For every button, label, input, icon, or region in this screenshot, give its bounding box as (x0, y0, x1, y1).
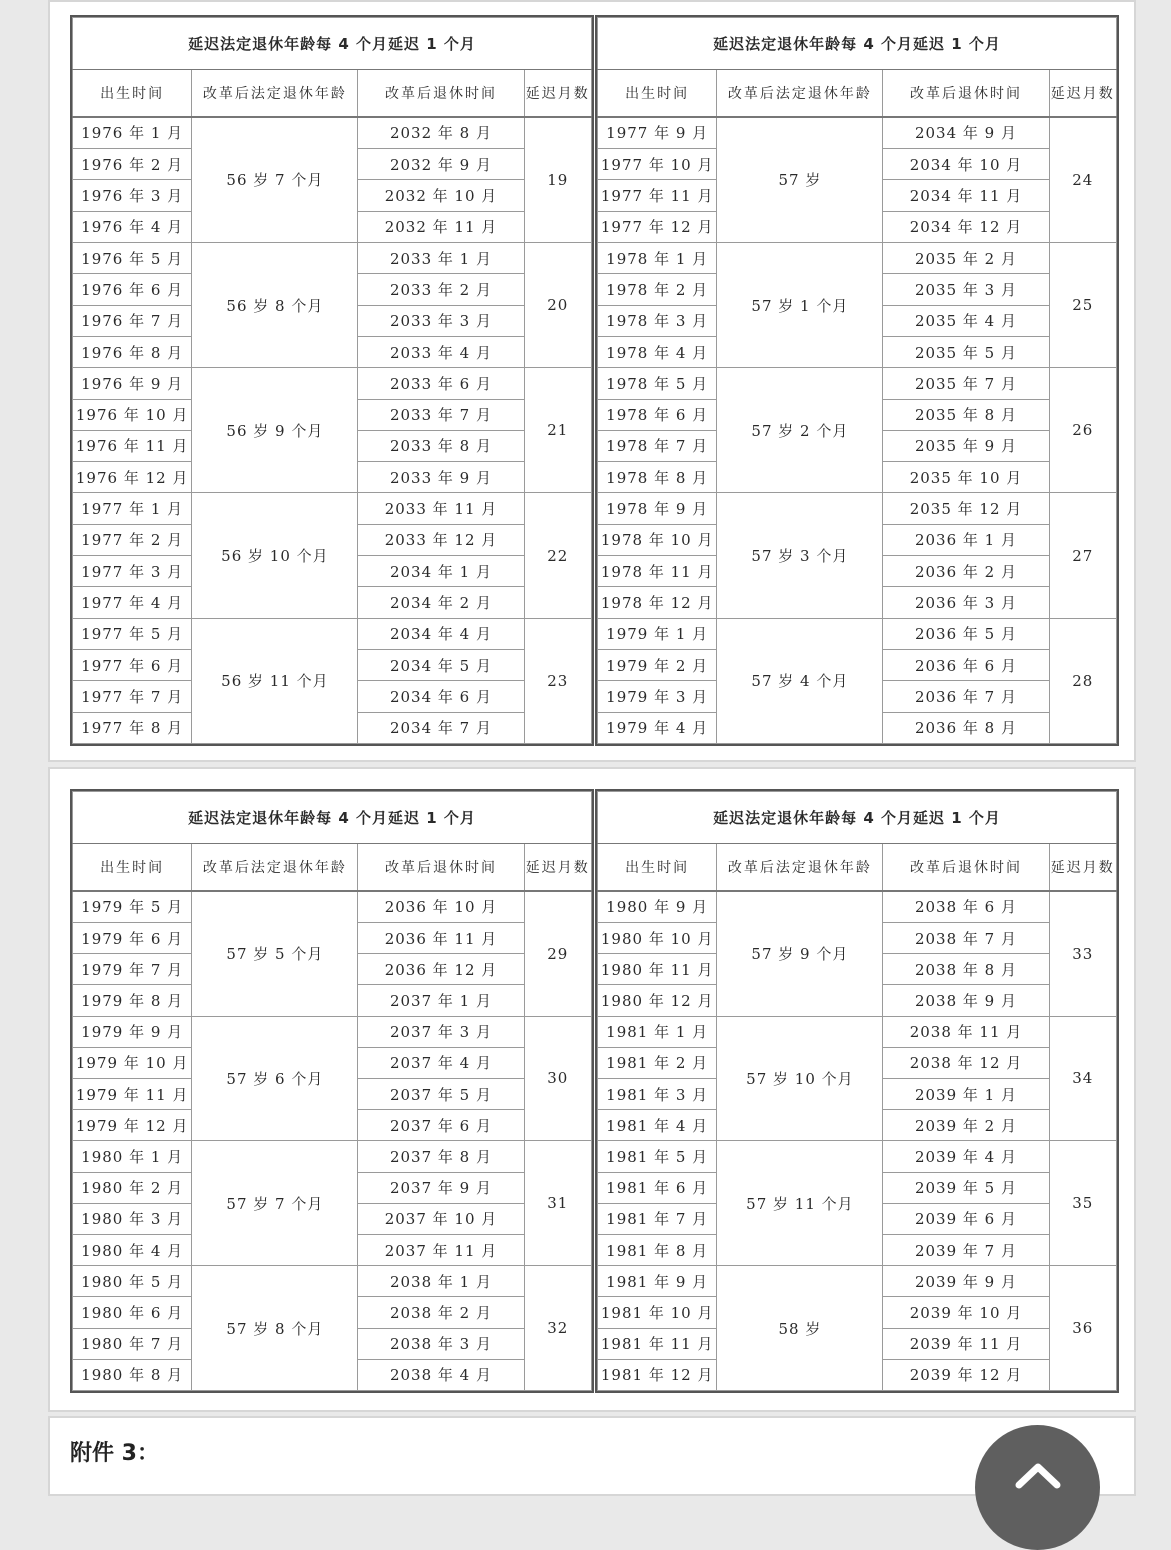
retirement-month-cell: 2038 年 1 月 (358, 1266, 524, 1297)
birth-month-cell: 1981 年 6 月 (598, 1172, 717, 1203)
delay-months-cell: 36 (1049, 1266, 1116, 1391)
birth-month-cell: 1979 年 3 月 (598, 681, 717, 712)
birth-month-cell: 1979 年 9 月 (73, 1016, 192, 1047)
retirement-month-cell: 2039 年 4 月 (883, 1141, 1049, 1172)
retirement-table-2 (595, 15, 1119, 746)
retirement-month-cell: 2037 年 1 月 (358, 985, 524, 1016)
retirement-age-cell: 56 岁 7 个月 (192, 117, 358, 243)
birth-month-cell: 1976 年 2 月 (73, 149, 192, 180)
retirement-month-cell: 2033 年 4 月 (358, 336, 524, 367)
birth-month-cell: 1976 年 1 月 (73, 117, 192, 149)
retirement-month-cell: 2037 年 5 月 (358, 1078, 524, 1109)
retirement-month-cell: 2037 年 3 月 (358, 1016, 524, 1047)
birth-month-cell: 1980 年 8 月 (73, 1359, 192, 1390)
retirement-age-cell: 56 岁 10 个月 (192, 493, 358, 618)
retirement-month-cell: 2037 年 6 月 (358, 1110, 524, 1141)
column-header: 改革后退休时间 (358, 844, 524, 891)
birth-month-cell: 1976 年 11 月 (73, 430, 192, 461)
birth-month-cell: 1977 年 2 月 (73, 524, 192, 555)
retirement-age-cell: 57 岁 1 个月 (717, 242, 883, 367)
retirement-month-cell: 2037 年 9 月 (358, 1172, 524, 1203)
retirement-age-cell: 56 岁 9 个月 (192, 368, 358, 493)
retirement-table-4 (595, 789, 1119, 1393)
retirement-month-cell: 2035 年 12 月 (883, 493, 1049, 524)
birth-month-cell: 1981 年 9 月 (598, 1266, 717, 1297)
retirement-month-cell: 2038 年 4 月 (358, 1359, 524, 1390)
retirement-month-cell: 2032 年 11 月 (358, 211, 524, 242)
birth-month-cell: 1980 年 7 月 (73, 1328, 192, 1359)
retirement-month-cell: 2036 年 3 月 (883, 587, 1049, 618)
birth-month-cell: 1980 年 2 月 (73, 1172, 192, 1203)
table-row (598, 493, 1117, 524)
column-header: 改革后法定退休年龄 (192, 70, 358, 117)
birth-month-cell: 1978 年 7 月 (598, 430, 717, 461)
retirement-month-cell: 2039 年 5 月 (883, 1172, 1049, 1203)
delay-months-cell: 33 (1049, 891, 1116, 1017)
retirement-month-cell: 2034 年 6 月 (358, 681, 524, 712)
retirement-month-cell: 2034 年 7 月 (358, 712, 524, 743)
column-header: 延迟月数 (524, 844, 591, 891)
retirement-month-cell: 2038 年 8 月 (883, 954, 1049, 985)
retirement-month-cell: 2039 年 9 月 (883, 1266, 1049, 1297)
retirement-month-cell: 2039 年 6 月 (883, 1203, 1049, 1234)
column-header: 改革后退休时间 (883, 844, 1049, 891)
column-header: 延迟月数 (1049, 844, 1116, 891)
birth-month-cell: 1977 年 5 月 (73, 618, 192, 649)
retirement-month-cell: 2036 年 1 月 (883, 524, 1049, 555)
delay-months-cell: 24 (1049, 117, 1116, 243)
retirement-month-cell: 2036 年 8 月 (883, 712, 1049, 743)
retirement-age-cell: 57 岁 2 个月 (717, 368, 883, 493)
retirement-month-cell: 2035 年 8 月 (883, 399, 1049, 430)
retirement-month-cell: 2035 年 9 月 (883, 430, 1049, 461)
table-row (598, 891, 1117, 923)
column-header: 延迟月数 (1049, 70, 1116, 117)
table-row (598, 1266, 1117, 1297)
table-row (73, 618, 592, 649)
retirement-month-cell: 2034 年 1 月 (358, 556, 524, 587)
retirement-age-table (72, 17, 592, 744)
birth-month-cell: 1977 年 11 月 (598, 180, 717, 211)
birth-month-cell: 1979 年 10 月 (73, 1047, 192, 1078)
birth-month-cell: 1977 年 1 月 (73, 493, 192, 524)
delay-months-cell: 29 (524, 891, 591, 1017)
birth-month-cell: 1980 年 5 月 (73, 1266, 192, 1297)
birth-month-cell: 1976 年 5 月 (73, 242, 192, 273)
retirement-month-cell: 2033 年 12 月 (358, 524, 524, 555)
delay-months-cell: 22 (524, 493, 591, 618)
retirement-age-table (597, 791, 1117, 1391)
birth-month-cell: 1976 年 4 月 (73, 211, 192, 242)
table-row (598, 618, 1117, 649)
birth-month-cell: 1980 年 11 月 (598, 954, 717, 985)
table-title: 延迟法定退休年龄每 4 个月延迟 1 个月 (73, 792, 592, 844)
retirement-month-cell: 2032 年 9 月 (358, 149, 524, 180)
birth-month-cell: 1979 年 5 月 (73, 891, 192, 923)
birth-month-cell: 1978 年 6 月 (598, 399, 717, 430)
birth-month-cell: 1977 年 9 月 (598, 117, 717, 149)
birth-month-cell: 1980 年 3 月 (73, 1203, 192, 1234)
retirement-month-cell: 2037 年 8 月 (358, 1141, 524, 1172)
birth-month-cell: 1981 年 1 月 (598, 1016, 717, 1047)
retirement-month-cell: 2034 年 2 月 (358, 587, 524, 618)
retirement-month-cell: 2034 年 10 月 (883, 149, 1049, 180)
delay-months-cell: 28 (1049, 618, 1116, 743)
birth-month-cell: 1980 年 6 月 (73, 1297, 192, 1328)
retirement-age-cell: 56 岁 8 个月 (192, 242, 358, 367)
retirement-age-cell: 57 岁 8 个月 (192, 1266, 358, 1391)
retirement-month-cell: 2039 年 1 月 (883, 1078, 1049, 1109)
table-title: 延迟法定退休年龄每 4 个月延迟 1 个月 (598, 792, 1117, 844)
birth-month-cell: 1978 年 8 月 (598, 462, 717, 493)
retirement-age-cell: 57 岁 11 个月 (717, 1141, 883, 1266)
retirement-month-cell: 2035 年 10 月 (883, 462, 1049, 493)
birth-month-cell: 1978 年 9 月 (598, 493, 717, 524)
delay-months-cell: 23 (524, 618, 591, 743)
retirement-month-cell: 2038 年 7 月 (883, 922, 1049, 953)
retirement-age-cell: 57 岁 7 个月 (192, 1141, 358, 1266)
birth-month-cell: 1976 年 12 月 (73, 462, 192, 493)
table-row (598, 1141, 1117, 1172)
delay-months-cell: 35 (1049, 1141, 1116, 1266)
table-row (73, 1266, 592, 1297)
retirement-month-cell: 2038 年 6 月 (883, 891, 1049, 923)
retirement-table-1 (70, 15, 594, 746)
retirement-month-cell: 2036 年 10 月 (358, 891, 524, 923)
column-header: 改革后法定退休年龄 (192, 844, 358, 891)
retirement-month-cell: 2034 年 4 月 (358, 618, 524, 649)
table-row (73, 891, 592, 923)
delay-months-cell: 34 (1049, 1016, 1116, 1141)
birth-month-cell: 1976 年 9 月 (73, 368, 192, 399)
retirement-month-cell: 2038 年 2 月 (358, 1297, 524, 1328)
birth-month-cell: 1977 年 12 月 (598, 211, 717, 242)
birth-month-cell: 1977 年 4 月 (73, 587, 192, 618)
retirement-month-cell: 2034 年 11 月 (883, 180, 1049, 211)
retirement-month-cell: 2036 年 5 月 (883, 618, 1049, 649)
delay-months-cell: 32 (524, 1266, 591, 1391)
column-header: 出生时间 (598, 70, 717, 117)
retirement-month-cell: 2033 年 9 月 (358, 462, 524, 493)
birth-month-cell: 1978 年 10 月 (598, 524, 717, 555)
birth-month-cell: 1976 年 6 月 (73, 274, 192, 305)
retirement-age-cell: 57 岁 4 个月 (717, 618, 883, 743)
scroll-to-top-button[interactable] (975, 1425, 1100, 1550)
birth-month-cell: 1976 年 3 月 (73, 180, 192, 211)
table-title: 延迟法定退休年龄每 4 个月延迟 1 个月 (598, 18, 1117, 70)
birth-month-cell: 1980 年 1 月 (73, 1141, 192, 1172)
retirement-age-table (72, 791, 592, 1391)
retirement-month-cell: 2033 年 8 月 (358, 430, 524, 461)
birth-month-cell: 1977 年 8 月 (73, 712, 192, 743)
birth-month-cell: 1979 年 4 月 (598, 712, 717, 743)
retirement-age-cell: 58 岁 (717, 1266, 883, 1391)
delay-months-cell: 20 (524, 242, 591, 367)
birth-month-cell: 1979 年 7 月 (73, 954, 192, 985)
table-row (598, 242, 1117, 273)
retirement-month-cell: 2035 年 2 月 (883, 242, 1049, 273)
birth-month-cell: 1976 年 8 月 (73, 336, 192, 367)
birth-month-cell: 1981 年 5 月 (598, 1141, 717, 1172)
birth-month-cell: 1981 年 12 月 (598, 1359, 717, 1390)
delay-months-cell: 21 (524, 368, 591, 493)
birth-month-cell: 1980 年 12 月 (598, 985, 717, 1016)
birth-month-cell: 1977 年 6 月 (73, 650, 192, 681)
retirement-month-cell: 2036 年 11 月 (358, 922, 524, 953)
birth-month-cell: 1978 年 4 月 (598, 336, 717, 367)
delay-months-cell: 19 (524, 117, 591, 243)
retirement-age-table (597, 17, 1117, 744)
retirement-month-cell: 2039 年 11 月 (883, 1328, 1049, 1359)
table-row (73, 1016, 592, 1047)
table-row (598, 117, 1117, 149)
birth-month-cell: 1979 年 8 月 (73, 985, 192, 1016)
retirement-month-cell: 2032 年 8 月 (358, 117, 524, 149)
birth-month-cell: 1978 年 5 月 (598, 368, 717, 399)
retirement-table-3 (70, 789, 594, 1393)
chevron-up-icon (1013, 1453, 1063, 1493)
retirement-month-cell: 2035 年 4 月 (883, 305, 1049, 336)
retirement-month-cell: 2033 年 2 月 (358, 274, 524, 305)
retirement-age-cell: 57 岁 9 个月 (717, 891, 883, 1017)
retirement-month-cell: 2034 年 12 月 (883, 211, 1049, 242)
column-header: 出生时间 (598, 844, 717, 891)
retirement-month-cell: 2036 年 2 月 (883, 556, 1049, 587)
birth-month-cell: 1978 年 1 月 (598, 242, 717, 273)
birth-month-cell: 1979 年 1 月 (598, 618, 717, 649)
birth-month-cell: 1976 年 10 月 (73, 399, 192, 430)
delay-months-cell: 25 (1049, 242, 1116, 367)
retirement-age-cell: 57 岁 (717, 117, 883, 243)
birth-month-cell: 1978 年 2 月 (598, 274, 717, 305)
document-card-bottom (48, 1416, 1136, 1496)
retirement-month-cell: 2033 年 7 月 (358, 399, 524, 430)
column-header: 改革后退休时间 (358, 70, 524, 117)
birth-month-cell: 1979 年 12 月 (73, 1110, 192, 1141)
retirement-month-cell: 2038 年 3 月 (358, 1328, 524, 1359)
column-header: 延迟月数 (524, 70, 591, 117)
attachment-label: 附件 3： (70, 1441, 159, 1466)
retirement-month-cell: 2033 年 1 月 (358, 242, 524, 273)
birth-month-cell: 1981 年 10 月 (598, 1297, 717, 1328)
birth-month-cell: 1979 年 11 月 (73, 1078, 192, 1109)
birth-month-cell: 1978 年 3 月 (598, 305, 717, 336)
column-header: 出生时间 (73, 70, 192, 117)
birth-month-cell: 1977 年 3 月 (73, 556, 192, 587)
birth-month-cell: 1981 年 11 月 (598, 1328, 717, 1359)
retirement-age-cell: 57 岁 5 个月 (192, 891, 358, 1017)
retirement-month-cell: 2033 年 3 月 (358, 305, 524, 336)
retirement-age-cell: 57 岁 3 个月 (717, 493, 883, 618)
birth-month-cell: 1979 年 2 月 (598, 650, 717, 681)
table-row (598, 368, 1117, 399)
column-header: 出生时间 (73, 844, 192, 891)
column-header: 改革后法定退休年龄 (717, 844, 883, 891)
retirement-month-cell: 2034 年 5 月 (358, 650, 524, 681)
table-row (598, 1016, 1117, 1047)
birth-month-cell: 1980 年 4 月 (73, 1234, 192, 1265)
retirement-month-cell: 2036 年 6 月 (883, 650, 1049, 681)
retirement-month-cell: 2039 年 12 月 (883, 1359, 1049, 1390)
retirement-month-cell: 2037 年 4 月 (358, 1047, 524, 1078)
birth-month-cell: 1981 年 7 月 (598, 1203, 717, 1234)
birth-month-cell: 1980 年 9 月 (598, 891, 717, 923)
retirement-month-cell: 2038 年 11 月 (883, 1016, 1049, 1047)
retirement-month-cell: 2036 年 7 月 (883, 681, 1049, 712)
retirement-month-cell: 2037 年 10 月 (358, 1203, 524, 1234)
retirement-age-cell: 56 岁 11 个月 (192, 618, 358, 743)
retirement-month-cell: 2038 年 9 月 (883, 985, 1049, 1016)
birth-month-cell: 1976 年 7 月 (73, 305, 192, 336)
birth-month-cell: 1980 年 10 月 (598, 922, 717, 953)
birth-month-cell: 1979 年 6 月 (73, 922, 192, 953)
retirement-month-cell: 2038 年 12 月 (883, 1047, 1049, 1078)
retirement-month-cell: 2036 年 12 月 (358, 954, 524, 985)
delay-months-cell: 30 (524, 1016, 591, 1141)
table-row (73, 493, 592, 524)
retirement-month-cell: 2033 年 11 月 (358, 493, 524, 524)
birth-month-cell: 1978 年 11 月 (598, 556, 717, 587)
table-row (73, 117, 592, 149)
delay-months-cell: 31 (524, 1141, 591, 1266)
retirement-month-cell: 2033 年 6 月 (358, 368, 524, 399)
birth-month-cell: 1977 年 7 月 (73, 681, 192, 712)
table-row (73, 368, 592, 399)
table-row (73, 242, 592, 273)
retirement-month-cell: 2039 年 2 月 (883, 1110, 1049, 1141)
retirement-month-cell: 2035 年 5 月 (883, 336, 1049, 367)
birth-month-cell: 1981 年 8 月 (598, 1234, 717, 1265)
delay-months-cell: 27 (1049, 493, 1116, 618)
retirement-age-cell: 57 岁 6 个月 (192, 1016, 358, 1141)
birth-month-cell: 1981 年 2 月 (598, 1047, 717, 1078)
birth-month-cell: 1977 年 10 月 (598, 149, 717, 180)
column-header: 改革后退休时间 (883, 70, 1049, 117)
table-row (73, 1141, 592, 1172)
retirement-month-cell: 2035 年 7 月 (883, 368, 1049, 399)
retirement-month-cell: 2034 年 9 月 (883, 117, 1049, 149)
retirement-age-cell: 57 岁 10 个月 (717, 1016, 883, 1141)
document-card-middle (48, 767, 1136, 1412)
retirement-month-cell: 2039 年 7 月 (883, 1234, 1049, 1265)
retirement-month-cell: 2032 年 10 月 (358, 180, 524, 211)
document-card-top (48, 0, 1136, 762)
birth-month-cell: 1981 年 3 月 (598, 1078, 717, 1109)
retirement-month-cell: 2037 年 11 月 (358, 1234, 524, 1265)
birth-month-cell: 1978 年 12 月 (598, 587, 717, 618)
retirement-month-cell: 2039 年 10 月 (883, 1297, 1049, 1328)
table-title: 延迟法定退休年龄每 4 个月延迟 1 个月 (73, 18, 592, 70)
column-header: 改革后法定退休年龄 (717, 70, 883, 117)
birth-month-cell: 1981 年 4 月 (598, 1110, 717, 1141)
retirement-month-cell: 2035 年 3 月 (883, 274, 1049, 305)
delay-months-cell: 26 (1049, 368, 1116, 493)
